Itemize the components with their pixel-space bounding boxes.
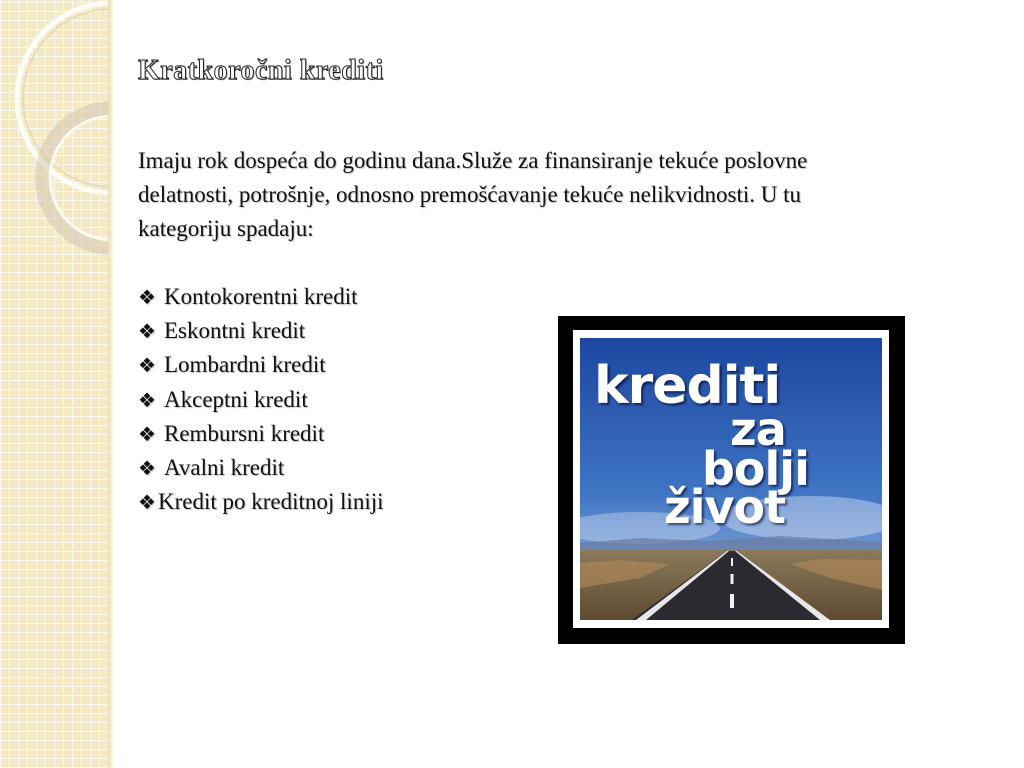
list-item-label: Akceptni kredit — [164, 386, 308, 412]
list-item-label: Rembursni kredit — [164, 420, 325, 446]
list-item-label: Eskontni kredit — [164, 318, 306, 344]
slide-title: Kratkoročni krediti — [138, 55, 384, 86]
road-poster-image — [580, 338, 882, 620]
poster-line-2: za — [730, 402, 786, 456]
diamond-bullet-icon: ❖ — [138, 490, 156, 515]
poster-line-4: život — [664, 480, 786, 534]
list-item-label: Lombardni kredit — [164, 352, 326, 378]
picture-frame — [558, 316, 905, 644]
list-item — [138, 383, 384, 417]
diamond-bullet-icon: ❖ — [138, 387, 156, 412]
list-item-label: Kredit po kreditnoj liniji — [158, 489, 384, 515]
list-item — [138, 485, 384, 519]
list-item — [138, 314, 384, 348]
list-item — [138, 280, 384, 314]
picture-mat — [573, 330, 889, 628]
diamond-bullet-icon: ❖ — [138, 319, 156, 344]
list-item-label: Kontokorentni kredit — [164, 284, 358, 309]
strip-edge — [108, 0, 113, 768]
diamond-bullet-icon: ❖ — [138, 456, 156, 481]
list-item — [138, 417, 384, 451]
poster-line-1: krediti — [594, 356, 781, 416]
list-item — [138, 348, 384, 382]
decorative-circles-icon — [0, 0, 113, 768]
decorative-side-strip — [0, 0, 113, 768]
diamond-bullet-icon: ❖ — [138, 285, 156, 309]
list-item-label: Avalni kredit — [164, 455, 285, 481]
credit-types-list — [138, 280, 384, 519]
intro-paragraph: Imaju rok dospeća do godinu dana.Služe za finansiranje tekuće poslovne delatnosti, potrošnje, odnosno premošćavanje tekuće nelikvidnosti. U tu kategoriju spadaju: — [138, 148, 808, 241]
diamond-bullet-icon: ❖ — [138, 421, 156, 446]
diamond-bullet-icon: ❖ — [138, 353, 156, 378]
list-item — [138, 451, 384, 485]
poster-line-3: bolji — [702, 442, 809, 496]
